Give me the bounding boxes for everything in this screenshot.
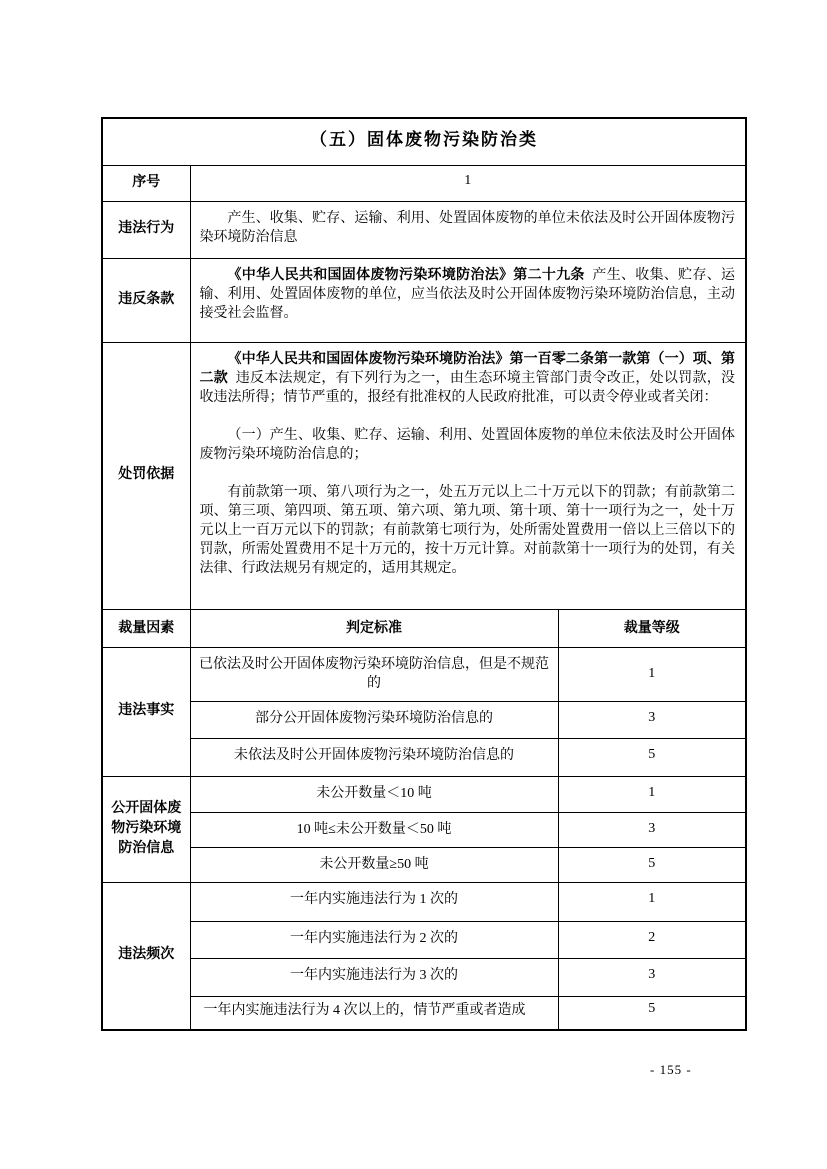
criteria-cell: 未依法及时公开固体废物污染环境防治信息的 — [190, 738, 558, 776]
clause-body: 产生、收集、贮存、运输、利用、处置固体废物的单位，应当依法及时公开固体废物污染环境防治信息，主动接受社会监督。 — [199, 267, 736, 321]
frequency-row-1 — [102, 882, 746, 921]
grade-cell: 1 — [558, 882, 746, 921]
criteria-cell: 一年内实施违法行为 1 次的 — [190, 882, 558, 921]
fact-row-2 — [102, 701, 746, 738]
quantity-row-2 — [102, 812, 746, 847]
violation-act-text — [190, 201, 746, 258]
penalty-basis-label: 处罚依据 — [102, 342, 190, 609]
factor-label-facts: 违法事实 — [102, 647, 190, 776]
frequency-row-2 — [102, 921, 746, 958]
grade-cell: 2 — [558, 921, 746, 958]
grade-cell: 1 — [558, 776, 746, 812]
violation-act-paragraph: 产生、收集、贮存、运输、利用、处置固体废物的单位未依法及时公开固体废物污染环境防治信息 — [199, 210, 736, 245]
violated-clause-paragraph — [200, 266, 736, 323]
factor-header: 裁量因素 — [102, 609, 190, 647]
penalty-basis-text — [190, 342, 746, 609]
criteria-cell: 一年内实施违法行为 3 次的 — [190, 958, 558, 996]
fact-row-3 — [102, 738, 746, 776]
law-citation: 《中华人民共和国固体废物污染环境防治法》第一百零二条第一款第（一）项、第二款 — [199, 351, 736, 386]
criteria-cell: 未公开数量≥50 吨 — [190, 847, 558, 882]
frequency-row-3 — [102, 958, 746, 996]
criteria-cell: 10 吨≤未公开数量＜50 吨 — [190, 812, 558, 847]
document-title: （五）固体废物污染防治类 — [102, 118, 746, 165]
page-number: - 155 - — [650, 1062, 692, 1077]
penalty-discretion-table — [101, 117, 747, 1031]
criteria-cell: 未公开数量＜10 吨 — [190, 776, 558, 812]
penalty-basis-paragraph-3: 有前款第一项、第八项行为之一，处五万元以上二十万元以下的罚款；有前款第二项、第三项、第四项、第五项、第六项、第九项、第十项、第十一项行为之一，处十万元以上一百万元以下的罚款；有前款第七项行为，处所需处置费用一倍以上三倍以下的罚款，所需处置费用不足十万元的，按十万元计算。对前款第十一项行为的处罚，有关法律、行政法规另有规定的，适用其规定。 — [199, 484, 736, 576]
title-row — [102, 118, 746, 165]
criteria-cell: 一年内实施违法行为 4 次以上的，情节严重或者造成 — [190, 996, 558, 1030]
violation-act-label: 违法行为 — [102, 201, 190, 258]
serial-row — [102, 165, 746, 201]
violated-clause-label: 违反条款 — [102, 258, 190, 342]
factor-label-frequency: 违法频次 — [102, 882, 190, 1030]
factor-label-disclosure: 公开固体废物污染环境防治信息 — [102, 776, 190, 882]
frequency-row-4 — [102, 996, 746, 1030]
grade-cell: 5 — [558, 847, 746, 882]
penalty-basis-row — [102, 342, 746, 609]
grade-cell: 1 — [558, 647, 746, 701]
fact-row-1 — [102, 647, 746, 701]
law-citation: 《中华人民共和国固体废物污染环境防治法》第二十九条 — [227, 267, 585, 283]
violation-act-row — [102, 201, 746, 258]
criteria-cell: 已依法及时公开固体废物污染环境防治信息，但是不规范的 — [190, 647, 558, 701]
violated-clause-text — [190, 258, 746, 342]
serial-label: 序号 — [102, 165, 190, 201]
grade-cell: 5 — [558, 996, 746, 1030]
criteria-cell: 一年内实施违法行为 2 次的 — [190, 921, 558, 958]
penalty-basis-paragraph-1 — [200, 350, 736, 407]
penalty-basis-paragraph-2: （一）产生、收集、贮存、运输、利用、处置固体废物的单位未依法及时公开固体废物污染环境防治信息的； — [199, 427, 736, 462]
grade-cell: 3 — [558, 958, 746, 996]
criteria-cell: 部分公开固体废物污染环境防治信息的 — [190, 701, 558, 738]
grade-cell: 3 — [558, 701, 746, 738]
criteria-header: 判定标准 — [190, 609, 558, 647]
quantity-row-3 — [102, 847, 746, 882]
serial-value: 1 — [190, 165, 746, 201]
discretion-header-row — [102, 609, 746, 647]
grade-cell: 3 — [558, 812, 746, 847]
grade-cell: 5 — [558, 738, 746, 776]
violated-clause-row — [102, 258, 746, 342]
penalty-basis-body: 违反本法规定，有下列行为之一，由生态环境主管部门责令改正，处以罚款，没收违法所得；情节严重的，报经有批准权的人民政府批准，可以责令停业或者关闭： — [199, 370, 736, 405]
quantity-row-1 — [102, 776, 746, 812]
grade-header: 裁量等级 — [558, 609, 746, 647]
